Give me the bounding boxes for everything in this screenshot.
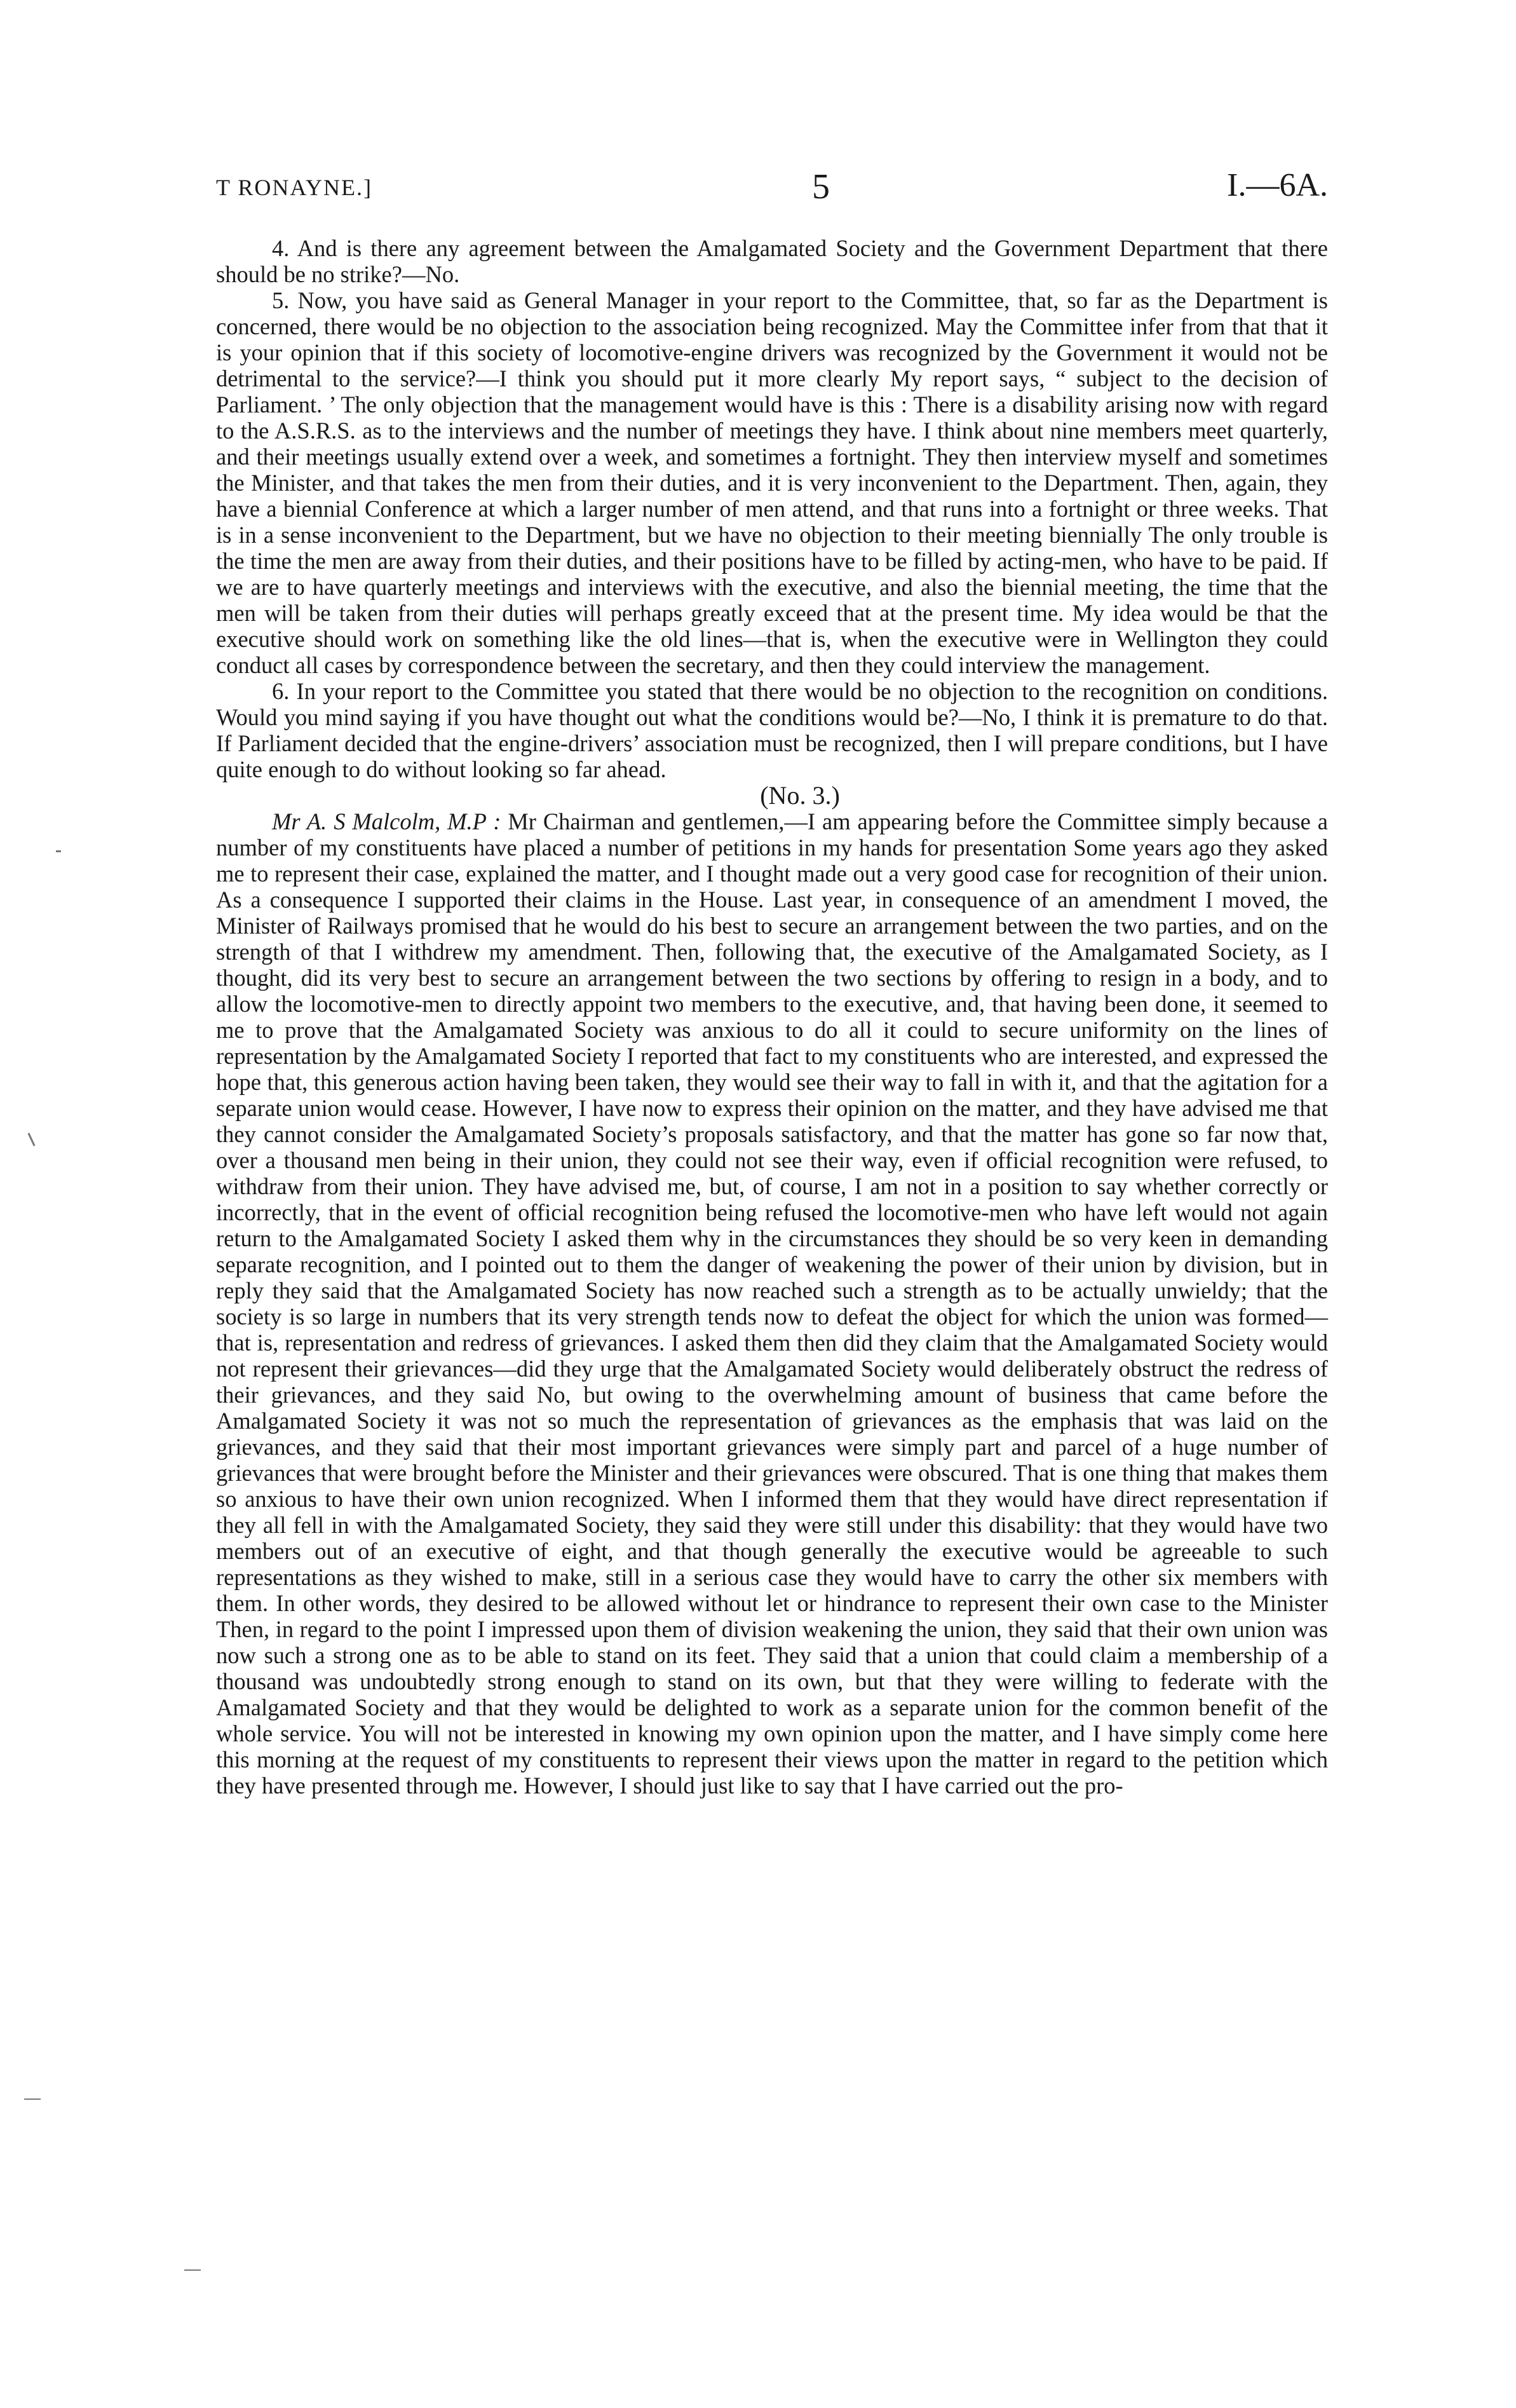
running-head-witness: T RONAYNE.] (216, 175, 373, 200)
page-number: 5 (812, 167, 830, 207)
section-title: (No. 3.) (760, 781, 840, 810)
speech-paragraph (216, 808, 1328, 1799)
speech-text: Mr Chairman and gentlemen,—I am appearing before the Committee simply because a number of my constituents have placed a number of petitions in my hands for presentation Some years ago they asked me to represent their case, explained the matter, and I thought made out a very good case for recognition of their union. As a consequence I supported their claims in the House. Last year, in consequence of an amendment I moved, the Minister of Railways promised that he would do his best to secure an arrangement between the two parties, and on the strength of that I withdrew my amendment. Then, following that, the executive of the Amalgamated Society, as I thought, did its very best to secure an arrangement between the two sections by offering to resign in a body, and to allow the locomotive-men to directly appoint two members to the executive, and, that having been done, it seemed to me to prove that the Amalgamated Society was anxious to do all it could to secure uniformity on the lines of representation by the Amalgamated Society I reported that fact to my constituents who are interested, and expressed the hope that, this generous action having been taken, they would see their way to fall in with it, and that the agitation for a separate union would cease. However, I have now to express their opinion on the matter, and they have advised me that they cannot consider the Amalgamated Society’s proposals satisfactory, and that the matter has gone so far now that, over a thousand men being in their union, they could not see their way, even if official recognition were refused, to withdraw from their union. They have advised me, but, of course, I am not in a position to say whether correctly or incorrectly, that in the event of official recognition being refused the locomotive-men who have left would not again return to the Amalgamated Society I asked them why in the circumstances they should be so very keen in demanding separate recognition, and I pointed out to them the danger of weakening the power of their union by division, but in reply they said that the Amalgamated Society has now reached such a strength as to be actually unwieldy; that the society is so large in numbers that its very strength tends now to defeat the object for which the union was formed—that is, representation and redress of grievances. I asked them then did they claim that the Amalgamated Society would not represent their grievances—did they urge that the Amalgamated Society would deliberately obstruct the redress of their grievances, and they said No, but owing to the overwhelming amount of business that came before the Amalgamated Society it was not so much the representation of grievances as the emphasis that was laid on the grievances, and they said that their most important grievances were simply part and parcel of a huge number of grievances that were brought before the Minister and their grievances were obscured. That is one thing that makes them so anxious to have their own union recognized. When I informed them that they would have direct representation if they all fell in with the Amalgamated Society, they said they were still under this disability: that they would have two members out of an executive of eight, and that though generally the executive would be agreeable to such representations as they wished to make, still in a serious case they would have to carry the other six members with them. In other words, they desired to be allowed without let or hindrance to represent their own case to the Minister Then, in regard to the point I impressed upon them of division weakening the union, they said that their own union was now such a strong one as to be able to stand on its feet. They said that a union that could claim a membership of a thousand was undoubtedly strong enough to stand on its own, but that they were willing to federate with the Amalgamated Society and that they would be delighted to work as a separate union for the common benefit of the whole service. You will not be interested in knowing my own opinion upon the matter, and I have simply come here this morning at the request of my constituents to represent their views upon the matter in regard to the petition which they have presented through me. However, I should just like to say that I have carried out the pro- (216, 808, 1329, 1799)
document-body (216, 235, 1328, 1799)
margin-mark (184, 2269, 201, 2271)
margin-mark (27, 1133, 35, 1146)
margin-mark (56, 850, 61, 852)
speaker-name: Mr A. S Malcolm, M.P : (272, 808, 501, 834)
question-5: 5. Now, you have said as General Manager in your report to the Committee, that, so far as the Department is concerned, there would be no objection to the association being recognized. May the Committee infer from that that it is your opinion that if this society of locomotive-engine drivers was recognized by the Government it would not be detrimental to the service?—I think you should put it more clearly My report says, “ subject to the decision of Parliament. ’ The only objection that the management would have is this : There is a disability arising now with regard to the A.S.R.S. as to the interviews and the number of meetings they have. I think about nine members meet quarterly, and their meetings usually extend over a week, and sometimes a fortnight. They then interview myself and sometimes the Minister, and that takes the men from their duties, and it is very inconvenient to the Department. Then, again, they have a biennial Conference at which a larger number of men attend, and that runs into a fortnight or three weeks. That is in a sense inconvenient to the Department, but we have no objection to their meeting biennially The only trouble is the time the men are away from their duties, and their positions have to be filled by acting-men, who have to be paid. If we are to have quarterly meetings and interviews with the executive, and also the biennial meeting, the time that the men will be taken from their duties will perhaps greatly exceed that at the present time. My idea would be that the executive should work on something like the old lines—that is, when the executive were in Wellington they could conduct all cases by correspondence between the secretary, and then they could interview the management. (216, 287, 1328, 678)
margin-mark (24, 2098, 41, 2100)
document-reference: I.—6A. (1227, 167, 1328, 203)
question-4: 4. And is there any agreement between the Amalgamated Society and the Government Department that there should be no strike?—No. (216, 235, 1328, 287)
question-6: 6. In your report to the Committee you stated that there would be no objection to the recognition on conditions. Would you mind saying if you have thought out what the conditions would be?—No, I think it is premature to do that. If Parliament decided that the engine-drivers’ association must be recognized, then I will prepare conditions, but I have quite enough to do without looking so far ahead. (216, 678, 1328, 782)
page-header (216, 167, 1328, 217)
